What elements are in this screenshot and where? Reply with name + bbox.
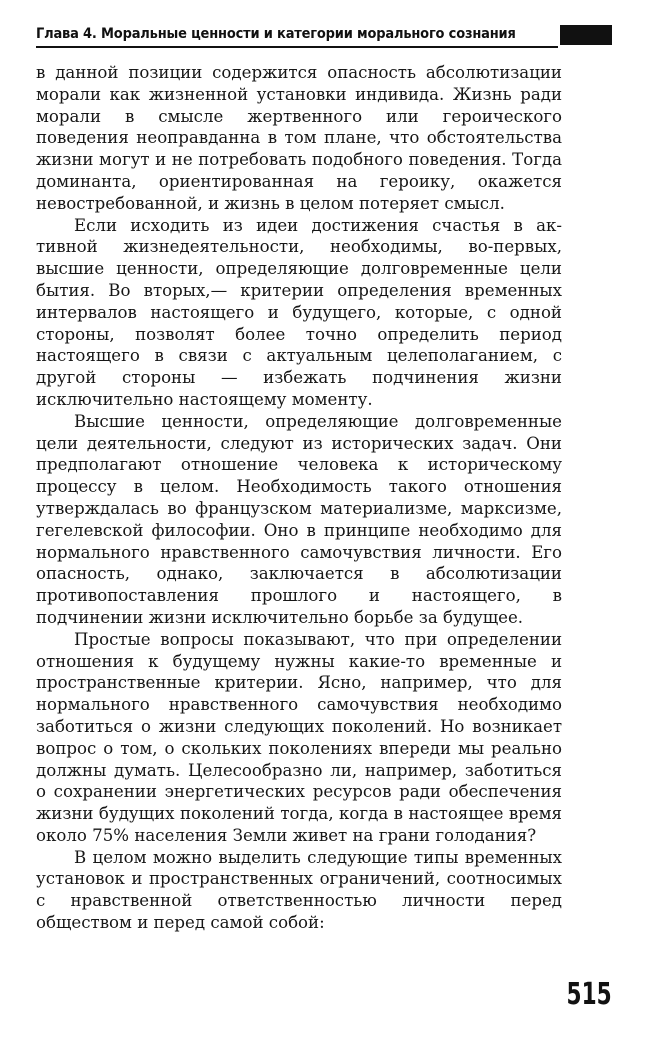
page-body — [36, 62, 562, 934]
paragraph-3: Высшие ценности, определяющие долговременные цели деятельности, следуют из исторических задач. Они предполагают отношение человека к историческому процессу в целом. Необходимость такого отношения утверждалась во французском материализме, марксизме, гегелевской философии. Оно в принципе необходимо для нормального нравственного самочувствия личности. Его опасность, однако, заключается в абсолютизации противопоставления прошлого и настоящего, в подчинении жизни исключительно борьбе за будущее. — [36, 411, 562, 627]
paragraph-1: в данной позиции содержится опасность абсолютизации морали как жизненной установки индивида. Жизнь ради морали в смысле жертвенного или героического поведения неоправданна в том плане, что обстоятельства жизни могут и не потребовать подобного поведения. Тогда доминанта, ориентированная на героику, окажется невостребованной, и жизнь в целом потеряет смысл. — [36, 63, 562, 213]
running-header — [36, 22, 612, 50]
paragraph-4: Простые вопросы показывают, что при определении отношения к будущему нужны какие-то временные и пространственные критерии. Ясно, например, что для нормального нравственного самочувствия необходимо заботиться о жизни следующих поколений. Но возникает вопрос о том, о скольких поколениях впереди мы реально должны думать. Целесообразно ли, например, заботиться о сохранении энергетических ресурсов ради обеспечения жизни будущих поколений тогда, когда в настоящее время около 75% населения Земли живет на грани голодания? — [36, 629, 562, 845]
header-black-bar — [560, 25, 612, 45]
running-title: Глава 4. Моральные ценности и категории морального сознания — [36, 26, 516, 42]
paragraph-2: Если исходить из идеи достижения счастья в активной жизнедеятельности, необходимы, во-первых, высшие ценности, определяющие долговременные цели бытия. Во вторых,— критерии определения временных интервалов настоящего и будущего, которые, с одной стороны, позволят более точно определить период настоящего в связи с актуальным целеполаганием, с другой стороны — избежать подчинения жизни исключительно настоящему моменту. — [36, 215, 562, 409]
paragraph-5: В целом можно выделить следующие типы временных установок и пространственных ограничений, соотносимых с нравственной ответственностью личности перед обществом и перед самой собой: — [36, 847, 562, 933]
header-rule — [36, 46, 558, 48]
page-number: 515 — [566, 977, 612, 1012]
